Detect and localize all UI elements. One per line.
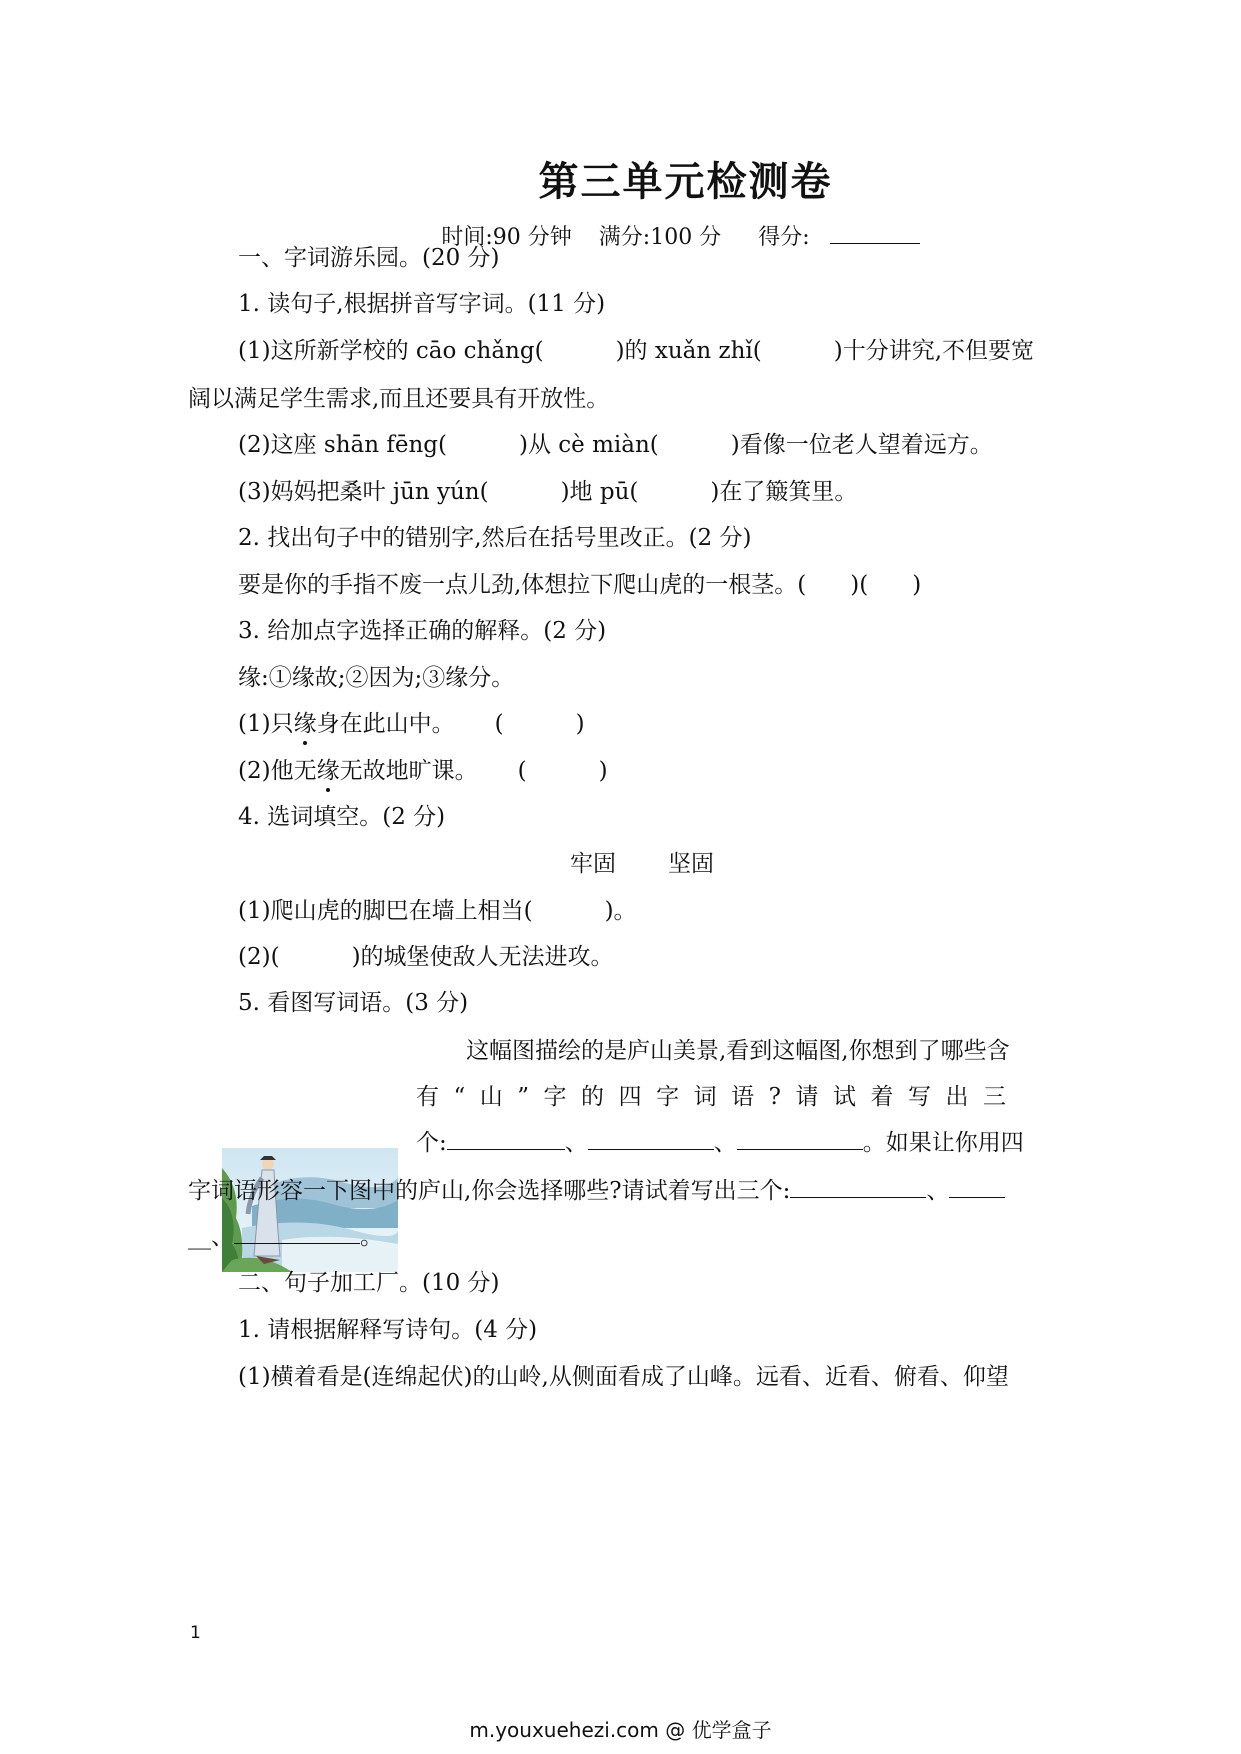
q2-sentence: 要是你的手指不废一点儿劲,体想拉下爬山虎的一根茎。( )( ) xyxy=(238,572,922,598)
q4-item-2: (2)( )的城堡使敌人无法进攻。 xyxy=(238,944,614,970)
score-blank[interactable] xyxy=(830,225,920,244)
exam-meta xyxy=(0,220,1241,251)
answer-blank[interactable] xyxy=(949,1177,1005,1198)
section-2-heading: 二、句子加工厂。(10 分) xyxy=(238,1270,500,1296)
q5-title: 5. 看图写词语。(3 分) xyxy=(238,990,469,1016)
dotted-char: 缘 xyxy=(293,711,317,737)
q4-item-1: (1)爬山虎的脚巴在墙上相当( )。 xyxy=(238,898,637,924)
s2-q1-title: 1. 请根据解释写诗句。(4 分) xyxy=(238,1317,538,1343)
full-score: 满分:100 分 xyxy=(598,225,722,250)
q5-text-4: 字词语形容一下图中的庐山,你会选择哪些?请试着写出三个: 、 xyxy=(188,1176,1005,1206)
q1-line-1-cont: 阔以满足学生需求,而且还要具有开放性。 xyxy=(188,386,610,412)
answer-blank[interactable] xyxy=(588,1129,714,1150)
answer-blank[interactable] xyxy=(447,1129,565,1150)
answer-blank[interactable] xyxy=(790,1177,926,1198)
q5-text-1: 这幅图描绘的是庐山美景,看到这幅图,你想到了哪些含 xyxy=(466,1038,1010,1064)
q5-text-5: __、 。 xyxy=(188,1224,383,1250)
q5-text-2: 有“山”字的四字词语?请试着写出三 xyxy=(416,1084,1006,1110)
q4-word-bank xyxy=(570,849,714,879)
section-1-heading: 一、字词游乐园。(20 分) xyxy=(238,245,500,271)
time-limit: 时间:90 分钟 xyxy=(441,225,572,250)
page-number: 1 xyxy=(190,1623,201,1643)
q3-item-1: (1)只缘身在此山中。 ( ) xyxy=(238,711,585,737)
answer-blank[interactable] xyxy=(234,1223,360,1244)
q1-line-3: (3)妈妈把桑叶 jūn yún( )地 pū( )在了簸箕里。 xyxy=(238,479,858,505)
lushan-illustration xyxy=(222,1148,398,1272)
q3-title: 3. 给加点字选择正确的解释。(2 分) xyxy=(238,618,607,644)
word-option: 坚固 xyxy=(668,851,714,877)
q5-text-3: 个: 、 、 。如果让你用四 xyxy=(416,1130,1024,1156)
q1-line-1: (1)这所新学校的 cāo chǎng( )的 xuǎn zhǐ( )十分讲究,不但要宽 xyxy=(238,338,1035,364)
footer-watermark: m.youxuehezi.com @ 优学盒子 xyxy=(469,1718,772,1742)
q3-options: 缘:①缘故;②因为;③缘分。 xyxy=(238,665,515,691)
q1-title: 1. 读句子,根据拼音写字词。(11 分) xyxy=(238,291,606,317)
q4-title: 4. 选词填空。(2 分) xyxy=(238,804,446,830)
word-option: 牢固 xyxy=(570,851,616,877)
page-title: 第三单元检测卷 xyxy=(538,159,833,205)
q1-line-2: (2)这座 shān fēng( )从 cè miàn( )看像一位老人望着远方。 xyxy=(238,432,993,458)
answer-blank[interactable] xyxy=(737,1129,863,1150)
score-field[interactable]: 得分: xyxy=(748,225,929,250)
q2-title: 2. 找出句子中的错别字,然后在括号里改正。(2 分) xyxy=(238,525,752,551)
s2-q1-line-1: (1)横着看是(连绵起伏)的山岭,从侧面看成了山峰。远看、近看、俯看、仰望 xyxy=(238,1364,1009,1390)
dotted-char: 缘 xyxy=(316,758,340,784)
q3-item-2: (2)他无缘无故地旷课。 ( ) xyxy=(238,758,608,784)
